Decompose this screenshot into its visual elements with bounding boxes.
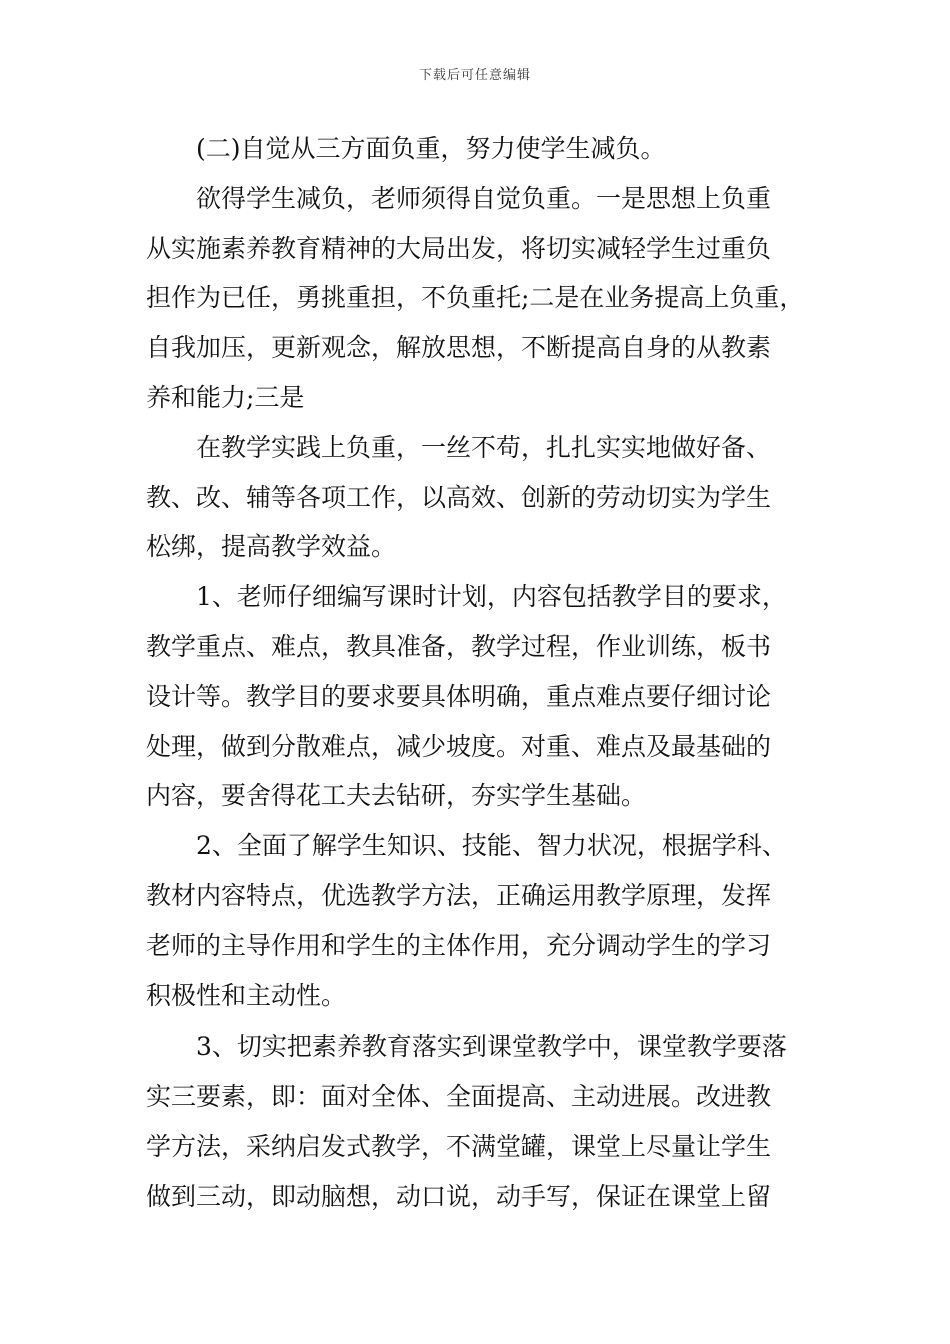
paragraph-line: 教学重点、难点，教具准备，教学过程，作业训练，板书	[146, 631, 772, 661]
document-body	[146, 124, 816, 1222]
list-item-3: 3、切实把素养教育落实到课堂教学中，课堂教学要落	[196, 1032, 787, 1062]
paragraph-line: 从实施素养教育精神的大局出发，将切实减轻学生过重负	[146, 233, 772, 263]
paragraph-line: 自我加压，更新观念，解放思想，不断提高自身的从教素	[146, 333, 772, 363]
paragraph-line: 老师的主导作用和学生的主体作用，充分调动学生的学习	[146, 930, 772, 960]
paragraph-line: 内容，要舍得花工夫去钻研，夯实学生基础。	[146, 781, 647, 811]
paragraph-line: 松绑，提高教学效益。	[146, 532, 397, 562]
paragraph-line: 实三要素，即：面对全体、全面提高、主动进展。改进教	[146, 1082, 772, 1112]
paragraph-line: 处理，做到分散难点，减少坡度。对重、难点及最基础的	[146, 731, 772, 761]
paragraph-line: 欲得学生减负，老师须得自觉负重。一是思想上负重	[196, 183, 772, 213]
paragraph-line: 做到三动，即动脑想，动口说，动手写，保证在课堂上留	[146, 1181, 772, 1211]
paragraph-line: 养和能力;三是	[146, 382, 305, 412]
paragraph-line: 积极性和主动性。	[146, 980, 347, 1010]
paragraph-line: 教、改、辅等各项工作，以高效、创新的劳动切实为学生	[146, 482, 772, 512]
paragraph-line: 在教学实践上负重，一丝不苟，扎扎实实地做好备、	[196, 432, 772, 462]
section-heading: (二)自觉从三方面负重，努力使学生减负。	[196, 134, 666, 163]
list-item-1: 1、老师仔细编写课时计划，内容包括教学目的要求，	[196, 582, 787, 612]
paragraph-line: 教材内容特点，优选教学方法，正确运用教学原理，发挥	[146, 880, 772, 910]
page-header: 下载后可任意编辑	[418, 68, 531, 83]
paragraph-line: 担作为已任，勇挑重担，不负重托;二是在业务提高上负重，	[146, 283, 805, 313]
list-item-2: 2、全面了解学生知识、技能、智力状况，根据学科、	[196, 831, 787, 861]
paragraph-line: 学方法，采纳启发式教学，不满堂罐，课堂上尽量让学生	[146, 1131, 772, 1161]
paragraph-line: 设计等。教学目的要求要具体明确，重点难点要仔细讨论	[146, 681, 772, 711]
